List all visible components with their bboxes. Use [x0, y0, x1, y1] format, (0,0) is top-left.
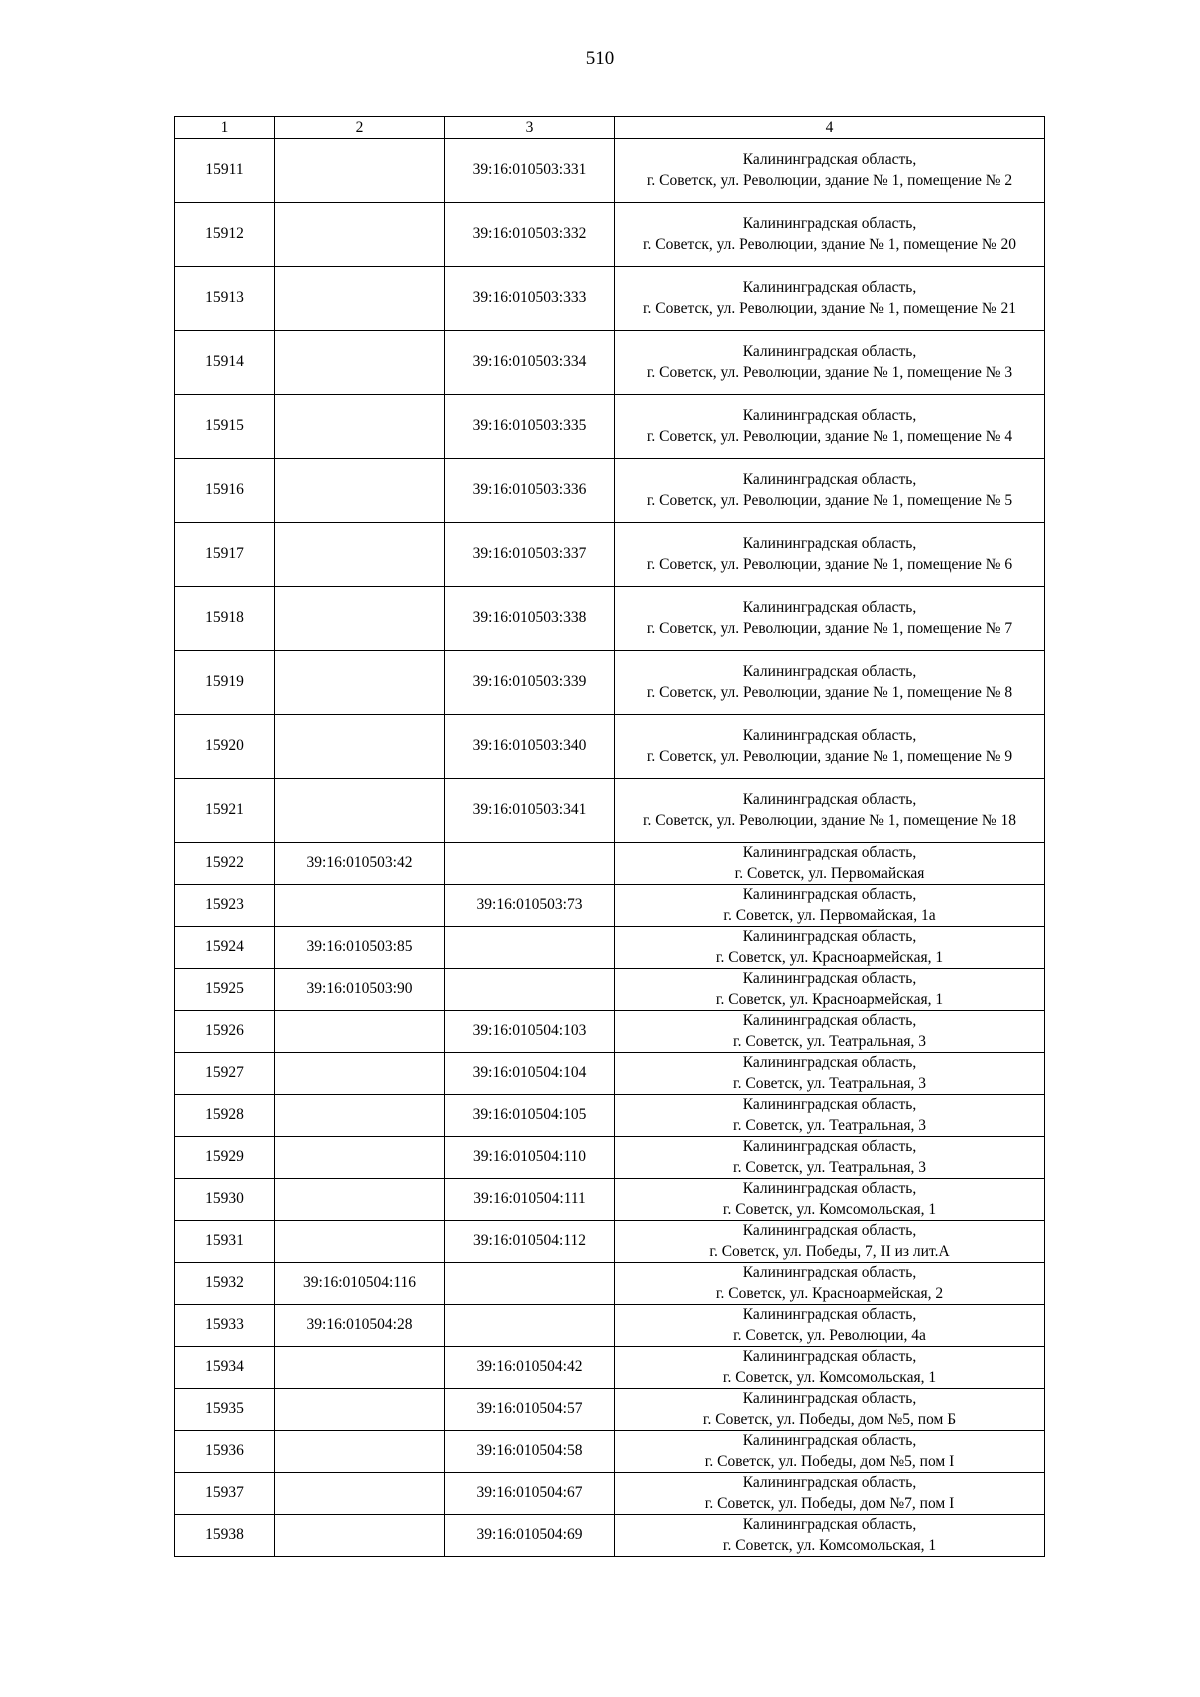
cadastral-number-cell — [445, 843, 615, 885]
address-street: г. Советск, ул. Революции, здание № 1, помещение № 7 — [646, 619, 1013, 637]
cadastral-number-cell — [275, 1011, 445, 1053]
address-region: Калининградская область, — [742, 970, 917, 987]
row-number-cell: 15911 — [175, 139, 275, 203]
address-cell — [615, 715, 1045, 779]
row-number-cell: 15926 — [175, 1011, 275, 1053]
address-cell — [615, 927, 1045, 969]
address-region: Калининградская область, — [742, 599, 917, 616]
address-cell — [615, 395, 1045, 459]
cadastral-number-cell: 39:16:010504:112 — [445, 1221, 615, 1263]
table-row — [175, 1179, 1045, 1221]
address-street: г. Советск, ул. Красноармейская, 1 — [715, 948, 944, 966]
header-col-3: 3 — [445, 117, 615, 139]
cadastral-number-cell: 39:16:010503:338 — [445, 587, 615, 651]
table-row — [175, 1053, 1045, 1095]
address-cell — [615, 203, 1045, 267]
table-row — [175, 715, 1045, 779]
row-number-cell: 15922 — [175, 843, 275, 885]
address-cell — [615, 969, 1045, 1011]
address-region: Калининградская область, — [742, 535, 917, 552]
table-row — [175, 1431, 1045, 1473]
table-row — [175, 969, 1045, 1011]
address-region: Калининградская область, — [742, 1096, 917, 1113]
address-cell — [615, 1011, 1045, 1053]
table-row — [175, 843, 1045, 885]
address-street: г. Советск, ул. Революции, здание № 1, помещение № 2 — [646, 171, 1013, 189]
address-cell — [615, 1221, 1045, 1263]
address-street: г. Советск, ул. Первомайская, 1а — [723, 906, 936, 924]
table-row — [175, 203, 1045, 267]
address-street: г. Советск, ул. Театральная, 3 — [733, 1116, 926, 1134]
cadastral-number-cell: 39:16:010504:116 — [275, 1263, 445, 1305]
cadastral-number-cell: 39:16:010504:28 — [275, 1305, 445, 1347]
cadastral-number-cell — [275, 1137, 445, 1179]
table-row — [175, 459, 1045, 523]
cadastral-number-cell — [275, 139, 445, 203]
cadastral-number-cell — [275, 587, 445, 651]
cadastral-number-cell — [275, 1473, 445, 1515]
address-region: Калининградская область, — [742, 1348, 917, 1365]
page-number: 510 — [585, 48, 615, 69]
row-number-cell: 15923 — [175, 885, 275, 927]
address-region: Калининградская область, — [742, 928, 917, 945]
address-region: Калининградская область, — [742, 279, 917, 296]
row-number-cell: 15935 — [175, 1389, 275, 1431]
cadastral-number-cell — [275, 331, 445, 395]
address-street: г. Советск, ул. Комсомольская, 1 — [722, 1536, 937, 1554]
address-region: Калининградская область, — [742, 1516, 917, 1533]
address-region: Калининградская область, — [742, 1306, 917, 1323]
table-row — [175, 1389, 1045, 1431]
address-region: Калининградская область, — [742, 1180, 917, 1197]
table-row — [175, 1473, 1045, 1515]
row-number-cell: 15918 — [175, 587, 275, 651]
cadastral-number-cell — [275, 651, 445, 715]
address-cell — [615, 1305, 1045, 1347]
address-region: Калининградская область, — [742, 1432, 917, 1449]
cadastral-number-cell — [275, 1221, 445, 1263]
address-cell — [615, 139, 1045, 203]
address-region: Калининградская область, — [742, 343, 917, 360]
cadastral-number-cell — [275, 715, 445, 779]
cadastral-number-cell — [445, 1305, 615, 1347]
row-number-cell: 15936 — [175, 1431, 275, 1473]
address-cell — [615, 523, 1045, 587]
address-region: Калининградская область, — [742, 1474, 917, 1491]
cadastral-number-cell — [275, 523, 445, 587]
row-number-cell: 15914 — [175, 331, 275, 395]
row-number-cell: 15916 — [175, 459, 275, 523]
address-street: г. Советск, ул. Революции, здание № 1, помещение № 4 — [646, 427, 1013, 445]
table-row — [175, 1515, 1045, 1557]
cadastral-number-cell: 39:16:010504:58 — [445, 1431, 615, 1473]
address-region: Калининградская область, — [742, 886, 917, 903]
address-cell — [615, 779, 1045, 843]
table-row — [175, 1347, 1045, 1389]
address-cell — [615, 1347, 1045, 1389]
table-row — [175, 1221, 1045, 1263]
address-cell — [615, 885, 1045, 927]
header-row — [175, 117, 1045, 139]
row-number-cell: 15924 — [175, 927, 275, 969]
cadastral-number-cell: 39:16:010504:104 — [445, 1053, 615, 1095]
address-street: г. Советск, ул. Победы, дом №7, пом I — [704, 1494, 955, 1512]
address-cell — [615, 843, 1045, 885]
cadastral-number-cell — [445, 969, 615, 1011]
cadastral-number-cell: 39:16:010503:334 — [445, 331, 615, 395]
table-row — [175, 651, 1045, 715]
address-street: г. Советск, ул. Революции, здание № 1, помещение № 9 — [646, 747, 1013, 765]
cadastral-number-cell: 39:16:010503:335 — [445, 395, 615, 459]
header-col-1: 1 — [175, 117, 275, 139]
cadastral-number-cell: 39:16:010503:341 — [445, 779, 615, 843]
address-street: г. Советск, ул. Революции, здание № 1, помещение № 20 — [642, 235, 1017, 253]
row-number-cell: 15925 — [175, 969, 275, 1011]
row-number-cell: 15937 — [175, 1473, 275, 1515]
table-row — [175, 927, 1045, 969]
cadastral-number-cell — [275, 1053, 445, 1095]
address-street: г. Советск, ул. Победы, дом №5, пом Б — [702, 1410, 957, 1428]
row-number-cell: 15921 — [175, 779, 275, 843]
cadastral-number-cell — [275, 1095, 445, 1137]
address-street: г. Советск, ул. Первомайская — [734, 864, 925, 882]
address-street: г. Советск, ул. Театральная, 3 — [733, 1158, 926, 1176]
table-row — [175, 779, 1045, 843]
cadastral-number-cell — [275, 1389, 445, 1431]
address-cell — [615, 1431, 1045, 1473]
row-number-cell: 15929 — [175, 1137, 275, 1179]
cadastral-number-cell: 39:16:010504:69 — [445, 1515, 615, 1557]
cadastral-number-cell: 39:16:010503:333 — [445, 267, 615, 331]
table-row — [175, 1095, 1045, 1137]
cadastral-number-cell: 39:16:010504:111 — [445, 1179, 615, 1221]
cadastral-number-cell: 39:16:010503:73 — [445, 885, 615, 927]
row-number-cell: 15915 — [175, 395, 275, 459]
address-region: Калининградская область, — [742, 791, 917, 808]
table-row — [175, 267, 1045, 331]
address-region: Калининградская область, — [742, 844, 917, 861]
row-number-cell: 15927 — [175, 1053, 275, 1095]
cadastral-number-cell: 39:16:010503:90 — [275, 969, 445, 1011]
address-street: г. Советск, ул. Революции, здание № 1, помещение № 3 — [646, 363, 1013, 381]
header-col-2: 2 — [275, 117, 445, 139]
table-row — [175, 1011, 1045, 1053]
address-region: Калининградская область, — [742, 1138, 917, 1155]
address-region: Калининградская область, — [742, 663, 917, 680]
address-region: Калининградская область, — [742, 151, 917, 168]
cadastral-number-cell — [275, 1347, 445, 1389]
row-number-cell: 15919 — [175, 651, 275, 715]
address-cell — [615, 587, 1045, 651]
address-street: г. Советск, ул. Комсомольская, 1 — [722, 1368, 937, 1386]
address-street: г. Советск, ул. Революции, 4а — [733, 1326, 926, 1344]
address-region: Калининградская область, — [742, 1222, 917, 1239]
cadastral-number-cell — [275, 395, 445, 459]
address-region: Калининградская область, — [742, 407, 917, 424]
cadastral-number-cell: 39:16:010504:57 — [445, 1389, 615, 1431]
row-number-cell: 15930 — [175, 1179, 275, 1221]
cadastral-number-cell: 39:16:010504:103 — [445, 1011, 615, 1053]
address-cell — [615, 1473, 1045, 1515]
cadastral-number-cell — [275, 203, 445, 267]
address-region: Калининградская область, — [742, 1264, 917, 1281]
address-region: Калининградская область, — [742, 727, 917, 744]
address-cell — [615, 1053, 1045, 1095]
row-number-cell: 15912 — [175, 203, 275, 267]
cadastral-number-cell — [445, 1263, 615, 1305]
address-street: г. Советск, ул. Революции, здание № 1, помещение № 8 — [646, 683, 1013, 701]
table-row — [175, 1305, 1045, 1347]
row-number-cell: 15931 — [175, 1221, 275, 1263]
table-row — [175, 523, 1045, 587]
cadastral-number-cell: 39:16:010503:42 — [275, 843, 445, 885]
cadastral-number-cell — [275, 459, 445, 523]
address-cell — [615, 1389, 1045, 1431]
cadastral-number-cell: 39:16:010503:339 — [445, 651, 615, 715]
table-body — [175, 139, 1045, 1557]
address-street: г. Советск, ул. Победы, дом №5, пом I — [704, 1452, 955, 1470]
address-street: г. Советск, ул. Театральная, 3 — [733, 1074, 926, 1092]
address-cell — [615, 267, 1045, 331]
cadastral-number-cell: 39:16:010503:332 — [445, 203, 615, 267]
cadastral-number-cell: 39:16:010504:67 — [445, 1473, 615, 1515]
address-region: Калининградская область, — [742, 1390, 917, 1407]
cadastral-number-cell: 39:16:010503:331 — [445, 139, 615, 203]
address-cell — [615, 1179, 1045, 1221]
address-street: г. Советск, ул. Победы, 7, II из лит.А — [709, 1242, 950, 1260]
cadastral-number-cell — [275, 1515, 445, 1557]
address-cell — [615, 1095, 1045, 1137]
address-region: Калининградская область, — [742, 215, 917, 232]
address-street: г. Советск, ул. Революции, здание № 1, помещение № 21 — [642, 299, 1017, 317]
table-row — [175, 587, 1045, 651]
cadastral-number-cell: 39:16:010503:340 — [445, 715, 615, 779]
cadastral-number-cell — [275, 779, 445, 843]
row-number-cell: 15938 — [175, 1515, 275, 1557]
table-row — [175, 885, 1045, 927]
address-cell — [615, 1137, 1045, 1179]
cadastral-number-cell — [275, 885, 445, 927]
table-row — [175, 331, 1045, 395]
row-number-cell: 15917 — [175, 523, 275, 587]
row-number-cell: 15933 — [175, 1305, 275, 1347]
cadastral-number-cell — [275, 267, 445, 331]
address-street: г. Советск, ул. Революции, здание № 1, помещение № 5 — [646, 491, 1013, 509]
address-region: Калининградская область, — [742, 1012, 917, 1029]
row-number-cell: 15913 — [175, 267, 275, 331]
cadastral-number-cell — [275, 1179, 445, 1221]
address-street: г. Советск, ул. Революции, здание № 1, помещение № 18 — [642, 811, 1017, 829]
cadastral-number-cell: 39:16:010503:336 — [445, 459, 615, 523]
address-street: г. Советск, ул. Революции, здание № 1, помещение № 6 — [646, 555, 1013, 573]
cadastral-number-cell: 39:16:010504:105 — [445, 1095, 615, 1137]
address-street: г. Советск, ул. Красноармейская, 1 — [715, 990, 944, 1008]
row-number-cell: 15920 — [175, 715, 275, 779]
registry-table — [174, 116, 1045, 1557]
table-row — [175, 395, 1045, 459]
row-number-cell: 15932 — [175, 1263, 275, 1305]
cadastral-number-cell: 39:16:010503:337 — [445, 523, 615, 587]
address-region: Калининградская область, — [742, 1054, 917, 1071]
cadastral-number-cell: 39:16:010504:42 — [445, 1347, 615, 1389]
address-street: г. Советск, ул. Театральная, 3 — [733, 1032, 926, 1050]
table-row — [175, 139, 1045, 203]
address-street: г. Советск, ул. Комсомольская, 1 — [722, 1200, 937, 1218]
address-cell — [615, 1263, 1045, 1305]
table-row — [175, 1137, 1045, 1179]
table-header — [175, 117, 1045, 139]
cadastral-number-cell — [445, 927, 615, 969]
address-cell — [615, 459, 1045, 523]
cadastral-number-cell: 39:16:010503:85 — [275, 927, 445, 969]
row-number-cell: 15928 — [175, 1095, 275, 1137]
cadastral-number-cell — [275, 1431, 445, 1473]
table-row — [175, 1263, 1045, 1305]
header-col-4: 4 — [615, 117, 1045, 139]
address-cell — [615, 1515, 1045, 1557]
address-cell — [615, 331, 1045, 395]
address-region: Калининградская область, — [742, 471, 917, 488]
address-cell — [615, 651, 1045, 715]
row-number-cell: 15934 — [175, 1347, 275, 1389]
address-street: г. Советск, ул. Красноармейская, 2 — [715, 1284, 944, 1302]
cadastral-number-cell: 39:16:010504:110 — [445, 1137, 615, 1179]
